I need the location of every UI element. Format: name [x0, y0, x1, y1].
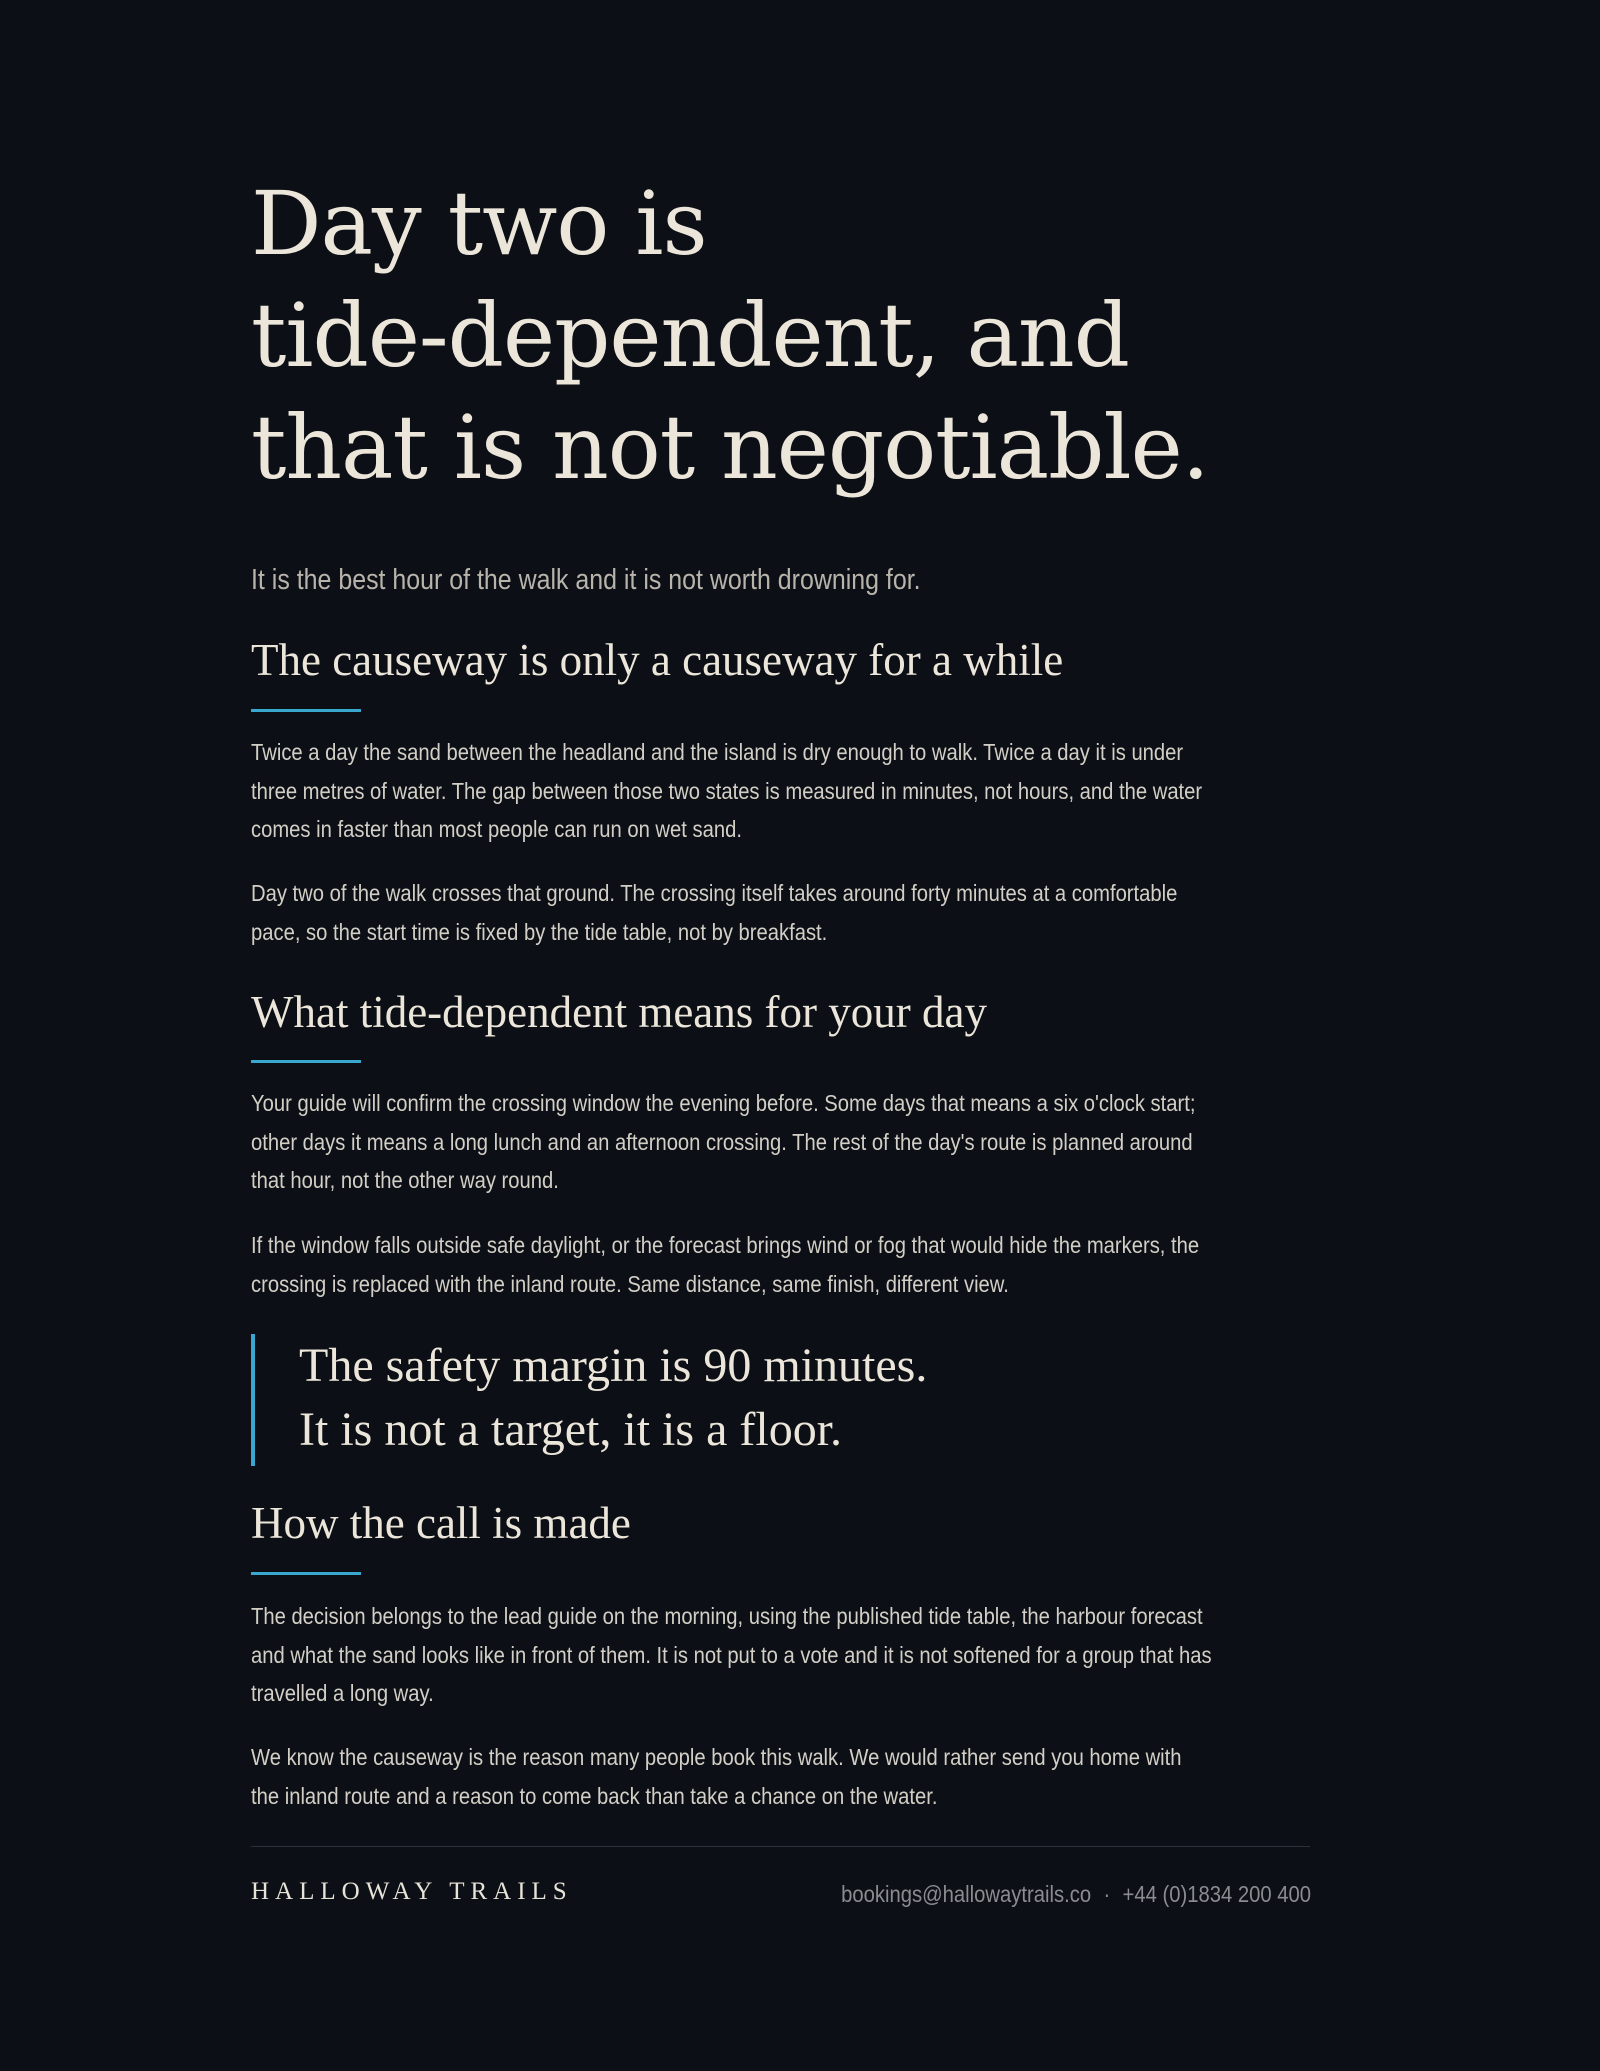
title-line-3: that is not negotiable. [251, 396, 1209, 499]
pull-quote-line-1: The safety margin is 90 minutes. [299, 1339, 928, 1392]
paragraph: Twice a day the sand between the headland and the island is dry enough to walk. Twice a day it is under three metres of water. The gap between those two states is measured in minutes, not hours, and the water comes in faster than most people can run on wet sand. [251, 739, 1203, 842]
footer-contact [841, 1881, 1311, 1908]
section-heading-tide-dependent: What tide-dependent means for your day [251, 987, 987, 1037]
contact-separator: · [1103, 1881, 1111, 1907]
pull-quote-line-2: It is not a target, it is a floor. [299, 1403, 843, 1456]
brand-wordmark: HALLOWAY TRAILS [251, 1878, 573, 1905]
page-title [251, 168, 1271, 504]
heading-underline [251, 1572, 361, 1575]
pull-quote [251, 1334, 927, 1466]
paragraph: If the window falls outside safe daylight, or the forecast brings wind or fog that would hide the markers, the crossing is replaced with the inland route. Same distance, same finish, different view. [251, 1232, 1200, 1297]
paragraph: Day two of the walk crosses that ground. The crossing itself takes around forty minutes at a comfortable pace, so the start time is fixed by the tide table, not by breakfast. [251, 880, 1178, 945]
phone-link[interactable]: +44 (0)1834 200 400 [1122, 1881, 1311, 1907]
section-heading-call: How the call is made [251, 1498, 631, 1548]
section-heading-causeway: The causeway is only a causeway for a while [251, 635, 1064, 685]
lead-text: It is the best hour of the walk and it is not worth drowning for. [251, 564, 921, 596]
title-line-2: tide-dependent, and [251, 284, 1130, 387]
heading-underline [251, 1060, 361, 1063]
title-line-1: Day two is [251, 172, 707, 275]
paragraph: We know the causeway is the reason many people book this walk. We would rather send you home with the inland route and a reason to come back than take a chance on the water. [251, 1744, 1182, 1809]
heading-underline [251, 709, 361, 712]
paragraph: The decision belongs to the lead guide on the morning, using the published tide table, the harbour forecast and what the sand looks like in front of them. It is not put to a vote and it is not softened for a group that has travelled a long way. [251, 1603, 1212, 1706]
footer-divider [251, 1846, 1310, 1847]
paragraph: Your guide will confirm the crossing window the evening before. Some days that means a six o'clock start; other days it means a long lunch and an afternoon crossing. The rest of the day's route is planned around that hour, not the other way round. [251, 1090, 1196, 1193]
email-link[interactable]: bookings@hallowaytrails.co [841, 1881, 1092, 1907]
